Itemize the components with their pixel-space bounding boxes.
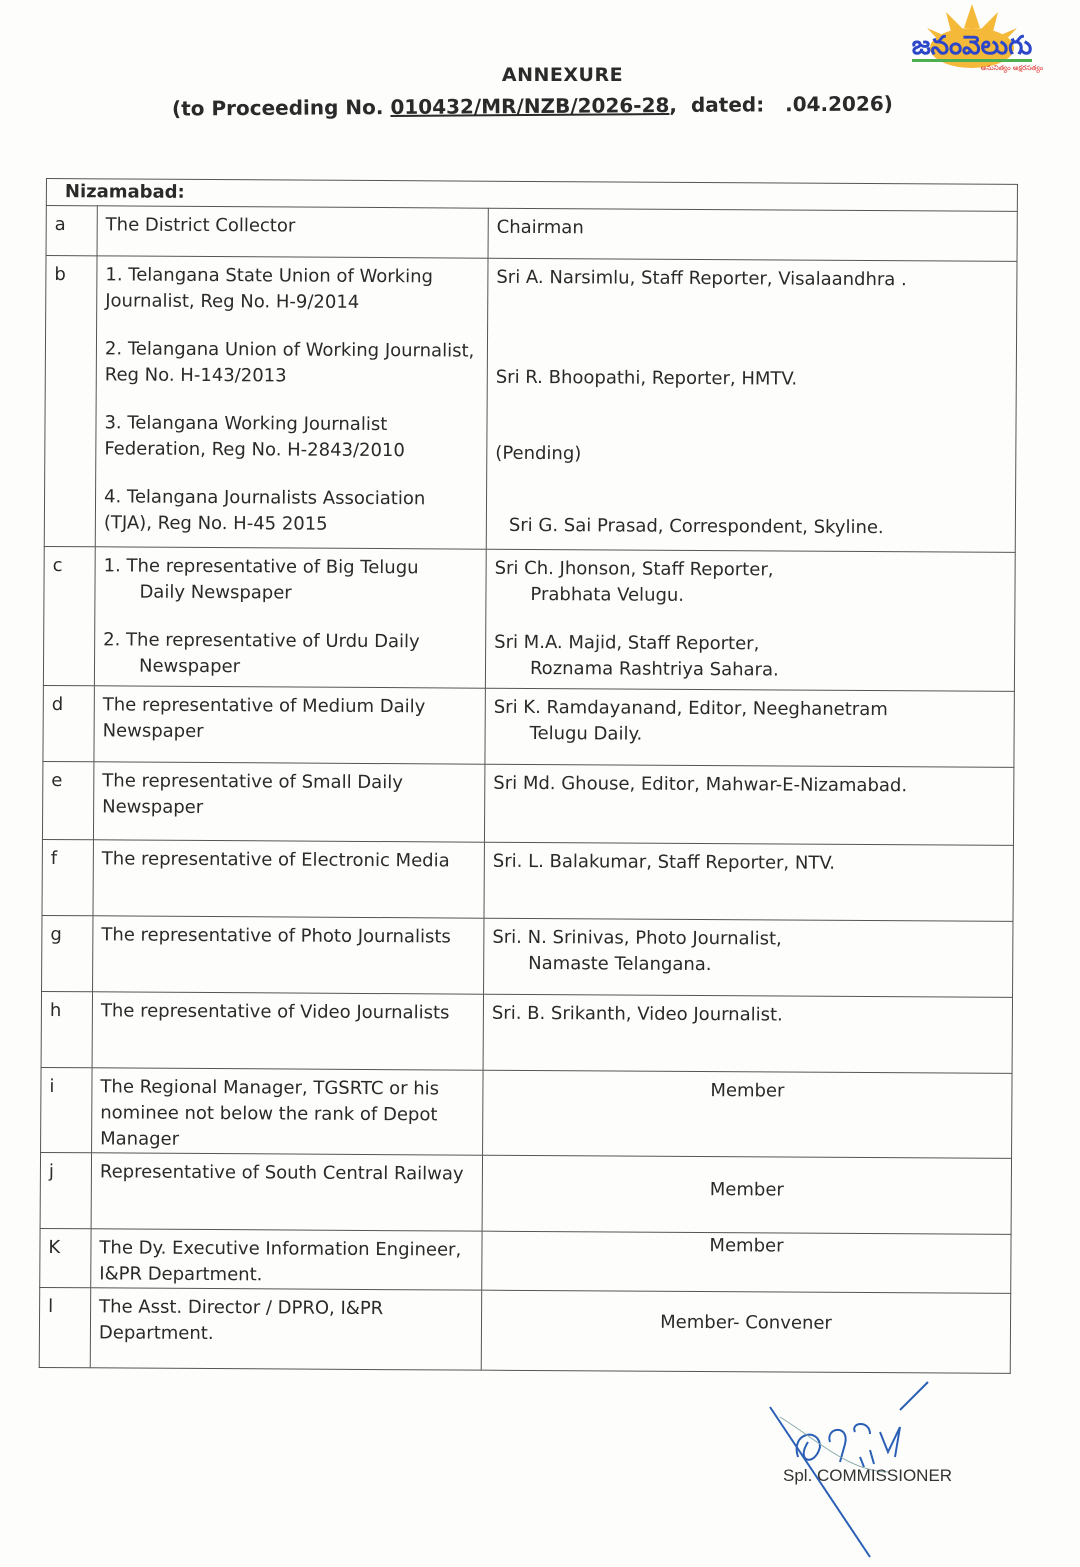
row-member	[486, 258, 1017, 552]
row-description	[95, 256, 488, 549]
row-label: b	[44, 256, 97, 547]
member-line: Sri M.A. Majid, Staff Reporter,	[494, 631, 760, 655]
member-line: Roznama Rashtriya Sahara.	[529, 657, 779, 681]
union-item: 4. Telangana Journalists Association (TJA), Reg No. H-45 2015	[103, 486, 426, 535]
signatory-title: Spl. COMMISSIONER	[783, 1466, 953, 1485]
table-row	[42, 915, 1013, 997]
row-label: d	[43, 685, 94, 761]
desc-line: Daily Newspaper	[139, 581, 292, 604]
member-line: Sri Ch. Jhonson, Staff Reporter,	[494, 557, 774, 581]
subtitle-prefix: (to Proceeding No.	[171, 94, 391, 121]
row-member	[484, 918, 1013, 997]
table-row	[41, 1067, 1013, 1158]
row-member	[485, 549, 1015, 691]
svg-text:అనునిత్యం అక్షరసత్యం: అనునిత్యం అక్షరసత్యం	[980, 64, 1044, 72]
table-row	[40, 1228, 1011, 1293]
row-member: Sri. B. Srikanth, Video Journalist.	[483, 994, 1012, 1073]
member-name: Sri A. Narsimlu, Staff Reporter, Visalaandhra .	[496, 266, 907, 291]
proceeding-subtitle	[172, 91, 893, 120]
row-description: Representative of South Central Railway	[91, 1153, 482, 1231]
row-member: Member	[482, 1155, 1011, 1234]
member-line: Sri. N. Srinivas, Photo Journalist,	[492, 926, 782, 950]
row-label: h	[41, 991, 92, 1067]
desc-line: 2. The representative of Urdu Daily	[103, 629, 420, 653]
row-member: Sri. L. Balakumar, Staff Reporter, NTV.	[484, 842, 1013, 921]
row-description: The representative of Photo Journalists	[93, 916, 484, 994]
row-label: K	[40, 1228, 91, 1287]
row-label: i	[41, 1067, 93, 1152]
row-description: The representative of Video Journalists	[92, 992, 483, 1070]
district-heading: Nizamabad:	[46, 179, 1017, 212]
proceeding-number: 010432/MR/NZB/2026-28	[390, 93, 670, 119]
row-description: The District Collector	[97, 206, 488, 258]
table-row	[43, 546, 1015, 691]
row-member: Member- Convener	[481, 1290, 1010, 1373]
row-member: Member	[483, 1070, 1013, 1158]
member-name: Sri G. Sai Prasad, Correspondent, Skyline.	[508, 514, 884, 539]
union-item: 2. Telangana Union of Working Journalist, Reg No. H-143/2013	[104, 338, 475, 387]
row-member: Sri Md. Ghouse, Editor, Mahwar-E-Nizamabad.	[484, 764, 1013, 845]
desc-line: 1. The representative of Big Telugu	[103, 555, 419, 579]
row-member: Member	[482, 1231, 1011, 1293]
row-member	[485, 688, 1014, 767]
union-item: 1. Telangana State Union of Working Journalist, Reg No. H-9/2014	[105, 264, 434, 313]
svg-text:జనంవెలుగు: జనంవెలుగు	[911, 31, 1033, 61]
row-description: The Dy. Executive Information Engineer, I&PR Department.	[91, 1229, 482, 1290]
table-row	[42, 839, 1013, 921]
row-description: The representative of Small Daily Newspaper	[93, 762, 484, 842]
desc-line: Newspaper	[138, 655, 241, 678]
annexure-title: ANNEXURE	[501, 64, 624, 86]
row-label: e	[42, 761, 93, 839]
table-row	[40, 1152, 1011, 1234]
table-row	[44, 256, 1017, 553]
row-description: The representative of Medium Daily Newspaper	[94, 686, 485, 764]
table-row	[46, 206, 1017, 262]
member-name: Sri R. Bhoopathi, Reporter, HMTV.	[495, 366, 798, 390]
table-row	[41, 991, 1012, 1073]
row-description: The Asst. Director / DPRO, I&PR Department.	[90, 1288, 481, 1370]
member-line: Telugu Daily.	[529, 722, 643, 745]
subtitle-date: , dated: .04.2026)	[669, 91, 893, 118]
table-row	[42, 761, 1013, 845]
row-label: g	[42, 915, 93, 991]
row-description: The representative of Electronic Media	[93, 840, 484, 918]
row-label: l	[39, 1287, 90, 1367]
member-line: Sri K. Ramdayanand, Editor, Neeghanetram	[493, 696, 888, 721]
row-label: a	[46, 206, 97, 256]
member-name: (Pending)	[495, 442, 582, 465]
row-label: c	[43, 546, 95, 685]
union-item: 3. Telangana Working Journalist Federation, Reg No. H-2843/2010	[104, 412, 405, 462]
row-label: j	[40, 1152, 91, 1228]
row-description	[94, 547, 486, 688]
row-label: f	[42, 839, 93, 915]
row-description: The Regional Manager, TGSRTC or his nominee not below the rank of Depot Manager	[92, 1068, 484, 1155]
member-line: Namaste Telangana.	[528, 952, 712, 976]
committee-table	[39, 178, 1018, 1374]
table-row	[43, 685, 1014, 767]
member-line: Prabhata Velugu.	[530, 583, 685, 606]
row-member: Chairman	[488, 208, 1017, 261]
table-row	[39, 1287, 1010, 1373]
